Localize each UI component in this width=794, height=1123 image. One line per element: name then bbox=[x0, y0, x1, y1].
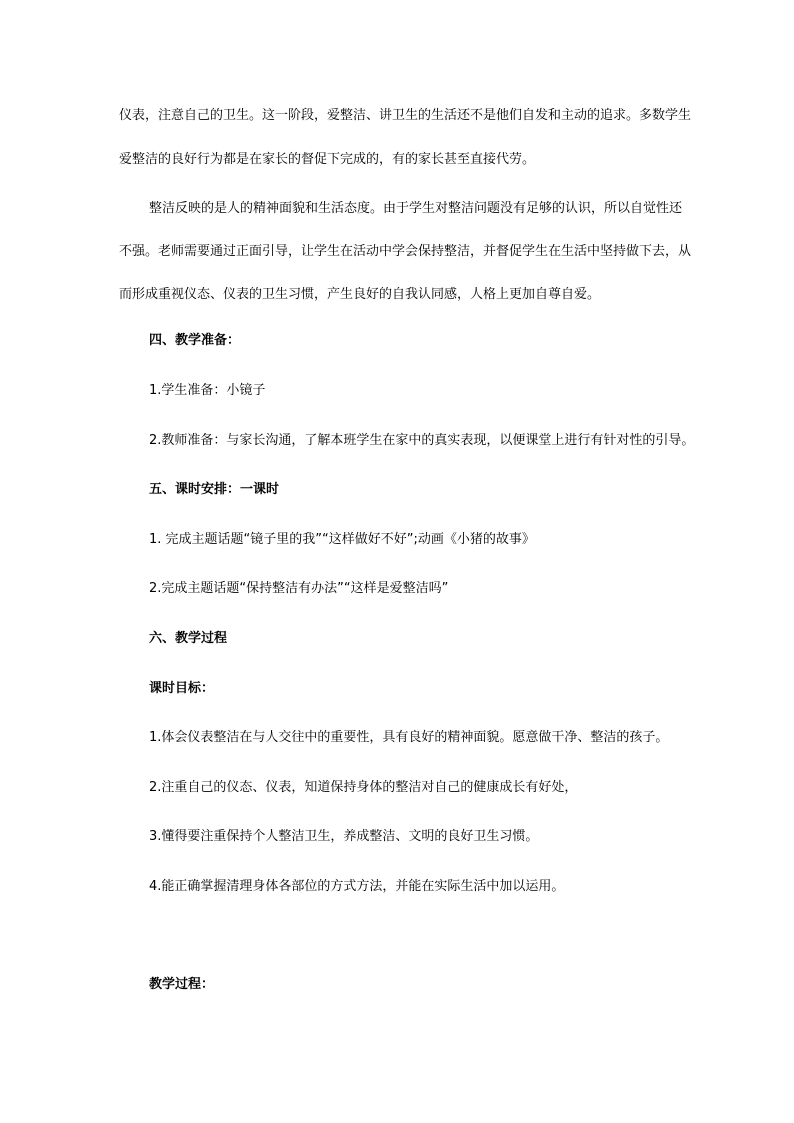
section5-item2: 2.完成主题话题“保持整洁有办法”“这样是爱整洁吗” bbox=[149, 581, 449, 596]
section4-item2: 2.教师准备：与家长沟通，了解本班学生在家中的真实表现，以便课堂上进行有针对性的引导。 bbox=[149, 433, 695, 448]
paragraph1-line1: 仪表，注意自己的卫生。这一阶段，爱整洁、讲卫生的生活还不是他们自发和主动的追求。多数学生 bbox=[119, 108, 692, 123]
paragraph2-line2: 不强。老师需要通过正面引导，让学生在活动中学会保持整洁，并督促学生在生活中坚持做下去，从 bbox=[119, 244, 692, 259]
paragraph2-line1: 整洁反映的是人的精神面貌和生活态度。由于学生对整洁问题没有足够的认识，所以自觉性还 bbox=[149, 201, 683, 216]
section6-goal1: 1.体会仪表整洁在与人交往中的重要性，具有良好的精神面貌。愿意做干净、整洁的孩子。 bbox=[149, 730, 669, 745]
section4-item1: 1.学生准备：小镜子 bbox=[149, 383, 266, 398]
section5-item1: 1. 完成主题话题“镜子里的我”“这样做好不好”;动画《小猪的故事》 bbox=[149, 532, 535, 547]
paragraph1-line2: 爱整洁的良好行为都是在家长的督促下完成的，有的家长甚至直接代劳。 bbox=[119, 152, 536, 167]
process-heading: 教学过程： bbox=[149, 977, 215, 992]
section6-goal2: 2.注重自己的仪态、仪表，知道保持身体的整洁对自己的健康成长有好处， bbox=[149, 780, 578, 795]
section6-heading: 六、教学过程 bbox=[149, 631, 228, 646]
section4-heading: 四、教学准备： bbox=[149, 333, 241, 348]
section6-goal4: 4.能正确掌握清理身体各部位的方式方法，并能在实际生活中加以运用。 bbox=[149, 879, 565, 894]
section5-heading: 五、课时安排：一课时 bbox=[149, 482, 280, 497]
section6-subheading: 课时目标： bbox=[149, 681, 215, 696]
paragraph2-line3: 而形成重视仪态、仪表的卫生习惯，产生良好的自我认同感，人格上更加自尊自爱。 bbox=[119, 287, 601, 302]
section6-goal3: 3.懂得要注重保持个人整洁卫生，养成整洁、文明的良好卫生习惯。 bbox=[149, 829, 539, 844]
